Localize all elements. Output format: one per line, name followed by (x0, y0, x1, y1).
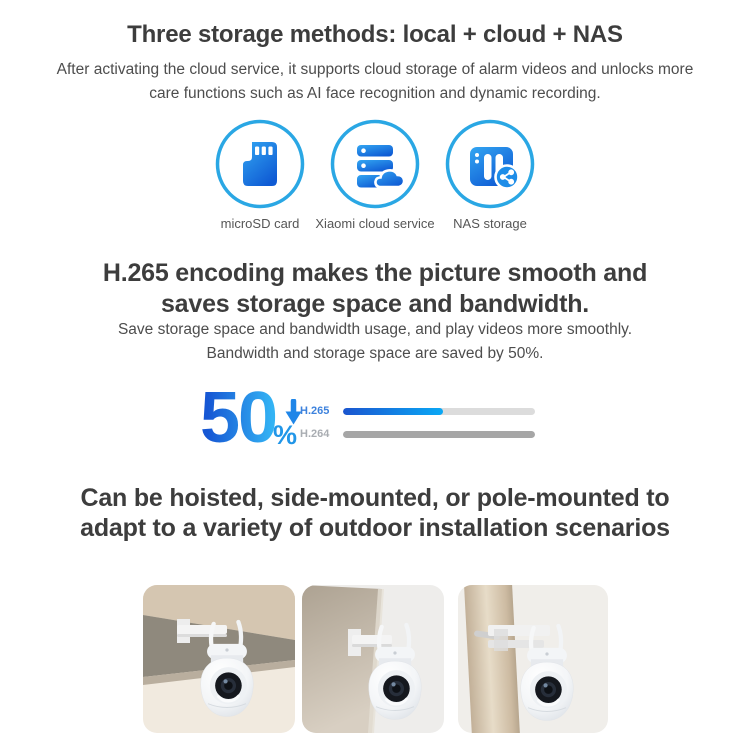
storage-item-label: microSD card (220, 216, 300, 231)
storage-subtitle-line2: care functions such as AI face recognition and dynamic recording. (149, 85, 601, 102)
storage-item-nas (433, 118, 548, 231)
storage-item-cloud (315, 118, 435, 231)
savings-percent-unit: % (273, 420, 298, 450)
h265-bar-fill (343, 408, 443, 415)
mounting-image-hoisted (143, 585, 295, 733)
encoding-title-line1: H.265 encoding makes the picture smooth and (102, 259, 648, 287)
storage-item-microsd (203, 118, 318, 231)
encoding-subtitle-line2: Bandwidth and storage space are saved by 50%. (206, 345, 544, 362)
side-mounted-camera-illustration (302, 585, 444, 733)
encoding-title-line2: saves storage space and bandwidth. (160, 290, 590, 318)
storage-icon-row (0, 118, 750, 231)
storage-item-label: Xiaomi cloud service (315, 216, 435, 231)
pole-mounted-camera-illustration (458, 585, 608, 733)
h264-bar-fill (343, 431, 535, 438)
h264-bar-row (300, 427, 535, 441)
h265-label: H.265 (300, 405, 330, 417)
storage-subtitle-line1: After activating the cloud service, it supports cloud storage of alarm videos and unlocks more (56, 61, 694, 78)
hoisted-camera-illustration (143, 585, 295, 733)
h264-bar-track (343, 431, 535, 438)
encoding-title (0, 258, 750, 320)
encoding-subtitle (0, 318, 750, 366)
encoding-subtitle-line1: Save storage space and bandwidth usage, and play videos more smoothly. (117, 321, 633, 338)
cloud-server-icon (329, 118, 421, 210)
h264-label: H.264 (300, 428, 330, 440)
mounting-title (0, 483, 750, 543)
savings-percent-value: 50 (200, 378, 277, 458)
mounting-image-pole-mounted (458, 585, 608, 733)
mounting-image-side-mounted (302, 585, 444, 733)
h265-bar-row (300, 404, 535, 418)
nas-storage-icon (444, 118, 536, 210)
mounting-title-line1: Can be hoisted, side-mounted, or pole-mounted to (80, 484, 670, 512)
storage-title: Three storage methods: local + cloud + NAS (127, 21, 623, 48)
mounting-title-line2: adapt to a variety of outdoor installation scenarios (80, 514, 670, 542)
microsd-card-icon (214, 118, 306, 210)
storage-subtitle (0, 58, 750, 106)
h265-bar-track (343, 408, 535, 415)
storage-item-label: NAS storage (453, 216, 527, 231)
mounting-gallery (0, 585, 750, 733)
